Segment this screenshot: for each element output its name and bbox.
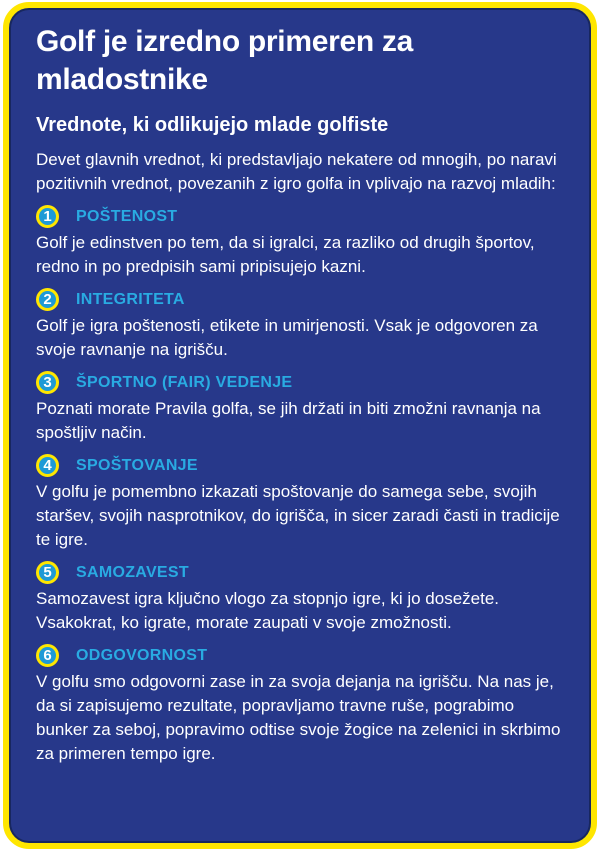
- value-item-header: [36, 454, 564, 477]
- number-badge-label: 6: [43, 647, 52, 664]
- info-card: [3, 2, 597, 849]
- number-badge: [36, 288, 59, 311]
- number-badge: [36, 644, 59, 667]
- number-badge-label: 3: [43, 374, 52, 391]
- page-title-line2: mladostnike: [36, 63, 208, 96]
- number-badge: [36, 561, 59, 584]
- value-item-header: [36, 561, 564, 584]
- number-badge: [36, 371, 59, 394]
- value-heading: INTEGRITETA: [76, 290, 185, 308]
- value-description: Golf je igra poštenosti, etikete in umirjenosti. Vsak je odgovoren za svoje ravnanje na igrišču.: [36, 316, 538, 359]
- page-title: [36, 23, 564, 99]
- value-item: [36, 561, 564, 635]
- value-item: [36, 288, 564, 362]
- value-description: V golfu smo odgovorni zase in za svoja dejanja na igrišču. Na nas je, da si zapisujemo rezultate, popravljamo travne ruše, pograbimo bunker za seboj, popravimo odtise svoje žogice na zelenici in skrbimo za primeren tempo igre.: [36, 672, 561, 763]
- value-heading: POŠTENOST: [76, 207, 178, 225]
- value-item-header: [36, 371, 564, 394]
- value-heading: SAMOZAVEST: [76, 563, 189, 581]
- number-badge: [36, 205, 59, 228]
- value-description: V golfu je pomembno izkazati spoštovanje do samega sebe, svojih staršev, svojih nasprotnikov, do igrišča, in sicer zaradi časti in tradicije te igre.: [36, 482, 560, 549]
- value-item: [36, 371, 564, 445]
- subtitle: Vrednote, ki odlikujejo mlade golfiste: [36, 114, 389, 136]
- number-badge-label: 5: [43, 564, 52, 581]
- value-item: [36, 454, 564, 552]
- value-heading: SPOŠTOVANJE: [76, 456, 198, 474]
- value-description: Golf je edinstven po tem, da si igralci, za razliko od drugih športov, redno in po predpisih sami pripisujejo kazni.: [36, 233, 535, 276]
- value-heading: ŠPORTNO (FAIR) VEDENJE: [76, 373, 293, 391]
- values-list: [36, 205, 564, 766]
- value-item-header: [36, 644, 564, 667]
- page-title-line1: Golf je izredno primeren za: [36, 25, 413, 58]
- value-item-header: [36, 205, 564, 228]
- number-badge: [36, 454, 59, 477]
- card-content: [9, 8, 591, 766]
- value-item: [36, 644, 564, 766]
- number-badge-label: 2: [43, 291, 52, 308]
- value-description: Samozavest igra ključno vlogo za stopnjo igre, ki jo dosežete. Vsakokrat, ko igrate, morate zaupati v svoje zmožnosti.: [36, 589, 500, 632]
- value-description: Poznati morate Pravila golfa, se jih držati in biti zmožni ravnanja na spoštljiv način.: [36, 399, 541, 442]
- number-badge-label: 1: [43, 208, 52, 225]
- number-badge-label: 4: [43, 457, 52, 474]
- value-item: [36, 205, 564, 279]
- value-heading: ODGOVORNOST: [76, 646, 208, 664]
- value-item-header: [36, 288, 564, 311]
- intro-paragraph: Devet glavnih vrednot, ki predstavljajo nekatere od mnogih, po naravi pozitivnih vrednot, povezanih z igro golfa in vplivajo na razvoj mladih:: [36, 150, 557, 193]
